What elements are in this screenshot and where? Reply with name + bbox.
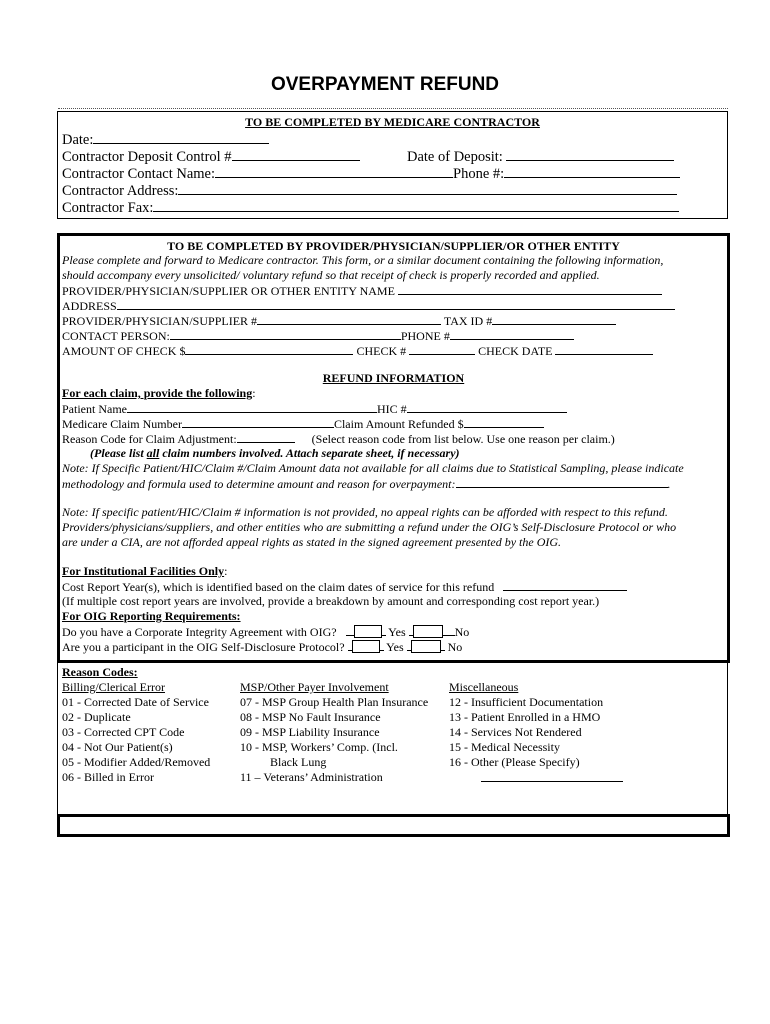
reason-code-field[interactable] [237, 431, 295, 443]
reason-code-row [62, 431, 615, 447]
contractor-address-label: Contractor Address: [62, 183, 179, 199]
sdp-row [62, 639, 462, 655]
reason-codes-col2 [240, 680, 428, 785]
sdp-yes-checkbox[interactable] [352, 640, 380, 653]
reason-code-item: 10 - MSP, Workers’ Comp. (Incl. [240, 740, 398, 754]
check-number-label: CHECK # [356, 344, 407, 358]
sampling-note-1: Note: If Specific Patient/HIC/Claim #/Claim Amount data not available for all claims due to Statistical Sampling, please indicate [62, 461, 684, 475]
reason-code-label: Reason Code for Claim Adjustment: [62, 432, 237, 446]
col1-heading: Billing/Clerical Error [62, 680, 165, 694]
reason-codes-col3 [449, 680, 623, 786]
appeal-note-1: Note: If specific patient/HIC/Claim # information is not provided, no appeal rights can be afforded with respect to this refund. [62, 505, 668, 519]
check-number-field[interactable] [409, 343, 475, 355]
claim-amount-field[interactable] [464, 416, 544, 428]
patient-name-row [62, 401, 567, 417]
reason-code-item: 07 - MSP Group Health Plan Insurance [240, 695, 429, 709]
provider-address-label: ADDRESS [62, 299, 117, 313]
contact-person-row [62, 328, 574, 344]
contact-name-label: Contractor Contact Name: [62, 166, 216, 182]
check-date-label: CHECK DATE [478, 344, 553, 358]
provider-instruction-2: should accompany every unsolicited/ voluntary refund so that receipt of check is properly recorded and applied. [62, 268, 600, 282]
oig-heading: For OIG Reporting Requirements: [62, 609, 241, 623]
contractor-fax-row [62, 198, 679, 217]
medicare-claim-label: Medicare Claim Number [62, 417, 182, 431]
cia-no-checkbox[interactable] [413, 625, 443, 638]
sampling-note-2-text: methodology and formula used to determine amount and reason for overpayment: [62, 477, 456, 491]
contractor-heading: TO BE COMPLETED BY MEDICARE CONTRACTOR [245, 115, 540, 129]
check-row [62, 343, 653, 359]
reason-code-item: 06 - Billed in Error [62, 770, 154, 784]
hic-field[interactable] [407, 401, 567, 413]
reason-code-item: 05 - Modifier Added/Removed [62, 755, 211, 769]
hic-label: HIC # [376, 402, 407, 416]
appeal-note-2: Providers/physicians/suppliers, and other entities who are submitting a refund under the OIG’s Self-Disclosure Protocol or who [62, 520, 677, 534]
check-date-field[interactable] [555, 343, 653, 355]
provider-heading: TO BE COMPLETED BY PROVIDER/PHYSICIAN/SUPPLIER/OR OTHER ENTITY [167, 239, 620, 253]
deposit-control-label: Contractor Deposit Control # [62, 149, 232, 165]
list-all-word: all [146, 446, 160, 460]
bottom-bar [57, 814, 730, 837]
line [443, 624, 455, 636]
reason-code-item: 15 - Medical Necessity [449, 740, 560, 754]
cia-row [62, 624, 469, 640]
provider-phone-label: PHONE # [400, 329, 450, 343]
tax-id-field[interactable] [492, 313, 616, 325]
reason-code-item: 14 - Services Not Rendered [449, 725, 582, 739]
provider-address-field[interactable] [117, 298, 675, 310]
claim-amount-label: Claim Amount Refunded $ [333, 417, 464, 431]
for-each-claim-row [62, 386, 256, 401]
colon: : [224, 564, 228, 578]
cia-question: Do you have a Corporate Integrity Agreement with OIG? [62, 625, 337, 639]
list-all-claims-note [90, 446, 460, 461]
contact-person-label: CONTACT PERSON: [62, 329, 170, 343]
other-specify-field[interactable] [481, 770, 623, 782]
provider-phone-field[interactable] [450, 328, 574, 340]
reason-code-item: 11 – Veterans’ Administration [240, 770, 383, 784]
reason-code-item: 12 - Insufficient Documentation [449, 695, 604, 709]
reason-code-item: 13 - Patient Enrolled in a HMO [449, 710, 601, 724]
date-of-deposit-field[interactable] [506, 147, 674, 161]
patient-name-label: Patient Name [62, 402, 127, 416]
entity-name-row [62, 283, 662, 299]
contractor-phone-label: Phone #: [453, 166, 505, 182]
contractor-fax-field[interactable] [153, 198, 679, 212]
reason-code-item: 08 - MSP No Fault Insurance [240, 710, 381, 724]
date-of-deposit-label: Date of Deposit: [407, 149, 503, 165]
sampling-note-2 [62, 476, 671, 492]
reason-code-item: Black Lung [270, 755, 327, 769]
deposit-control-field[interactable] [232, 147, 360, 161]
divider [58, 108, 728, 109]
colon: : [252, 386, 256, 400]
cost-report-label: Cost Report Year(s), which is identified based on the claim dates of service for this refund [62, 580, 495, 594]
date-label: Date: [62, 132, 94, 148]
reason-code-item: 02 - Duplicate [62, 710, 131, 724]
appeal-note-3: are under a CIA, are not afforded appeal rights as stated in the signed agreement presented by the OIG. [62, 535, 562, 549]
line [346, 624, 354, 636]
sampling-note-end: . [667, 477, 671, 491]
provider-address-row [62, 298, 675, 314]
reason-codes-col1 [62, 680, 210, 785]
reason-code-item: 04 - Not Our Patient(s) [62, 740, 173, 754]
cost-report-row [62, 579, 627, 595]
institutional-heading: For Institutional Facilities Only [62, 564, 225, 578]
reason-codes-heading: Reason Codes: [62, 665, 138, 679]
reason-code-item: 03 - Corrected CPT Code [62, 725, 185, 739]
tax-id-label: TAX ID # [443, 314, 493, 328]
line [382, 624, 386, 636]
entity-name-label: PROVIDER/PHYSICIAN/SUPPLIER OR OTHER ENTITY NAME [62, 284, 395, 298]
sdp-no-label: No [447, 640, 463, 654]
cia-yes-label: Yes [388, 625, 406, 639]
list-all-pre: (Please list [90, 446, 147, 460]
amount-of-check-label: AMOUNT OF CHECK $ [62, 344, 186, 358]
sdp-no-checkbox[interactable] [411, 640, 441, 653]
refund-heading: REFUND INFORMATION [322, 371, 465, 385]
reason-code-hint: (Select reason code from list below. Use one reason per claim.) [311, 432, 615, 446]
line [380, 639, 384, 651]
methodology-field[interactable] [456, 476, 668, 488]
patient-name-field[interactable] [127, 401, 377, 413]
cia-no-label: No [454, 625, 470, 639]
medicare-claim-field[interactable] [182, 416, 334, 428]
cost-report-note: (If multiple cost report years are involved, provide a breakdown by amount and corresponding cost report year.) [62, 594, 600, 608]
col2-heading: MSP/Other Payer Involvement [240, 680, 389, 694]
for-each-claim-label: For each claim, provide the following [62, 386, 253, 400]
amount-of-check-field[interactable] [185, 343, 353, 355]
date-field[interactable] [93, 130, 269, 144]
list-all-post: claim numbers involved. Attach separate sheet, if necessary) [159, 446, 460, 460]
contact-person-field[interactable] [170, 328, 401, 340]
provider-number-row [62, 313, 616, 329]
sdp-question: Are you a participant in the OIG Self-Disclosure Protocol? [62, 640, 345, 654]
provider-number-field[interactable] [257, 313, 441, 325]
line [441, 639, 445, 651]
medicare-claim-row [62, 416, 544, 432]
reason-code-item: 09 - MSP Liability Insurance [240, 725, 380, 739]
provider-instruction-1: Please complete and forward to Medicare contractor. This form, or a similar document containing the following information, [62, 253, 664, 267]
contractor-address-field[interactable] [178, 181, 677, 195]
contractor-fax-label: Contractor Fax: [62, 200, 154, 216]
page-title: OVERPAYMENT REFUND [270, 74, 500, 95]
reason-code-item: 16 - Other (Please Specify) [449, 755, 580, 769]
contact-name-field[interactable] [215, 164, 453, 178]
cost-report-field[interactable] [503, 579, 627, 591]
contractor-phone-field[interactable] [504, 164, 680, 178]
reason-code-item: 01 - Corrected Date of Service [62, 695, 209, 709]
other-specify-row [449, 770, 623, 786]
sdp-yes-label: Yes [386, 640, 404, 654]
provider-number-label: PROVIDER/PHYSICIAN/SUPPLIER # [62, 314, 258, 328]
institutional-heading-row [62, 564, 227, 579]
col3-heading: Miscellaneous [449, 680, 519, 694]
entity-name-field[interactable] [398, 283, 662, 295]
cia-yes-checkbox[interactable] [354, 625, 382, 638]
